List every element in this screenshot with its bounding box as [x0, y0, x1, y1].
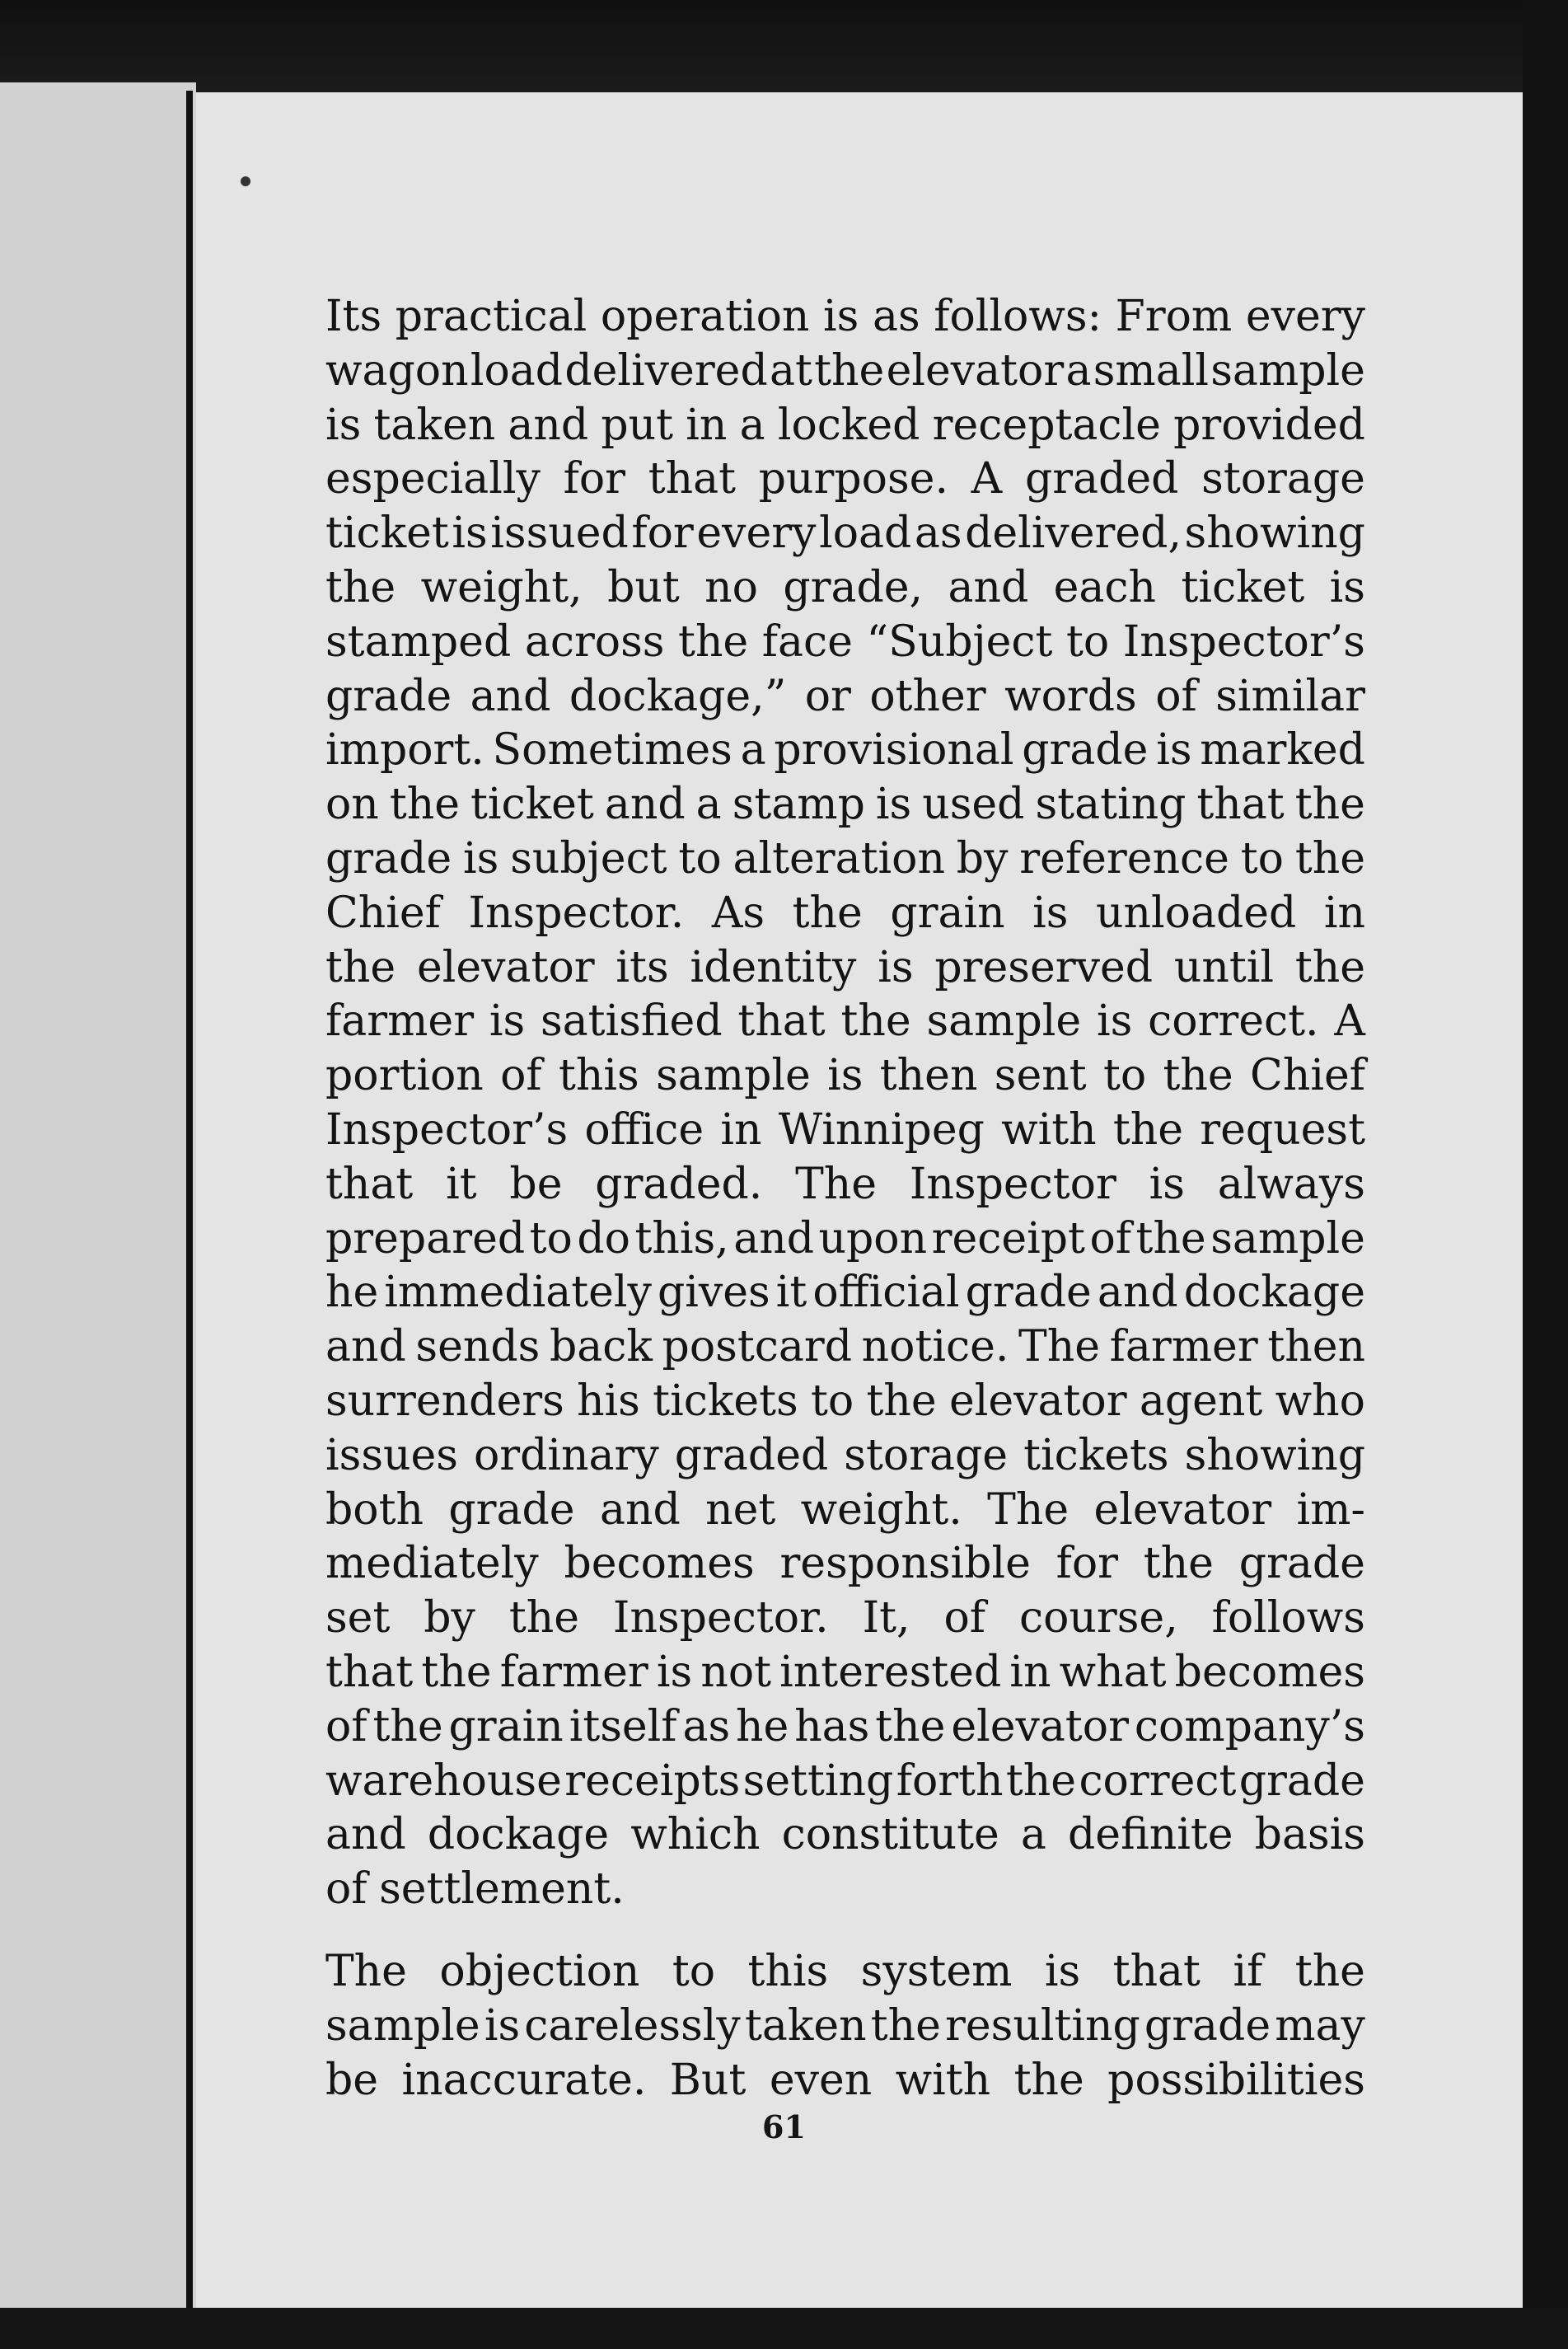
text-line: sample is carelessly taken the resulting grade may — [325, 2000, 1365, 2051]
scan-border-right — [1523, 0, 1568, 2349]
text-line: Inspector’s office in Winnipeg with the request — [325, 1104, 1365, 1155]
text-line: set by the Inspector. It, of course, follows — [325, 1593, 1365, 1643]
text-line: prepared to do this, and upon receipt of the sample — [325, 1213, 1365, 1264]
text-line: especially for that purpose. A graded storage — [325, 454, 1365, 504]
text-line: grade and dockage,” or other words of similar — [325, 671, 1365, 721]
paragraph — [325, 290, 1365, 1917]
text-line: and dockage which constitute a definite basis — [325, 1810, 1365, 1860]
text-line: Its practical operation is as follows: From every — [325, 292, 1365, 341]
text-line: grade is subject to alteration by reference to the — [325, 833, 1365, 884]
text-line: stamped across the face “Subject to Inspector’s — [325, 617, 1365, 667]
text-line: that it be graded. The Inspector is always — [325, 1159, 1365, 1209]
paragraph-gap — [325, 1917, 1365, 1945]
text-line: be inaccurate. But even with the possibilities — [325, 2055, 1365, 2105]
page-gutter-rule — [186, 91, 193, 2316]
text-line: wagon load delivered at the elevator a small sample — [325, 345, 1365, 396]
text-line: surrenders his tickets to the elevator agent who — [325, 1376, 1365, 1426]
facing-page-margin — [0, 82, 196, 2349]
text-line: ticket is issued for every load as delivered, showing — [325, 509, 1365, 559]
text-line: warehouse receipts setting forth the correct grade — [325, 1756, 1365, 1806]
text-line: The objection to this system is that if the — [325, 1946, 1365, 1996]
text-line: mediately becomes responsible for the grade — [325, 1539, 1365, 1589]
body-text — [325, 290, 1365, 2108]
text-line: of settlement. — [325, 1864, 625, 1915]
text-line: he immediately gives it official grade and dockage — [325, 1268, 1365, 1318]
paragraph — [325, 1945, 1365, 2108]
text-line: import. Sometimes a provisional grade is marked — [325, 725, 1365, 776]
text-line: on the ticket and a stamp is used stating that the — [325, 780, 1365, 830]
page-number: 61 — [762, 2108, 806, 2145]
scan-border-top — [0, 0, 1568, 99]
text-line: that the farmer is not interested in what becomes — [325, 1647, 1365, 1697]
text-line: of the grain itself as he has the elevator company’s — [325, 1701, 1365, 1751]
text-line: farmer is satisfied that the sample is correct. A — [325, 996, 1365, 1047]
text-line: the elevator its identity is preserved until the — [325, 942, 1365, 992]
text-line: both grade and net weight. The elevator im- — [325, 1484, 1365, 1535]
margin-speck — [241, 176, 250, 186]
text-line: and sends back postcard notice. The farmer then — [325, 1322, 1365, 1372]
text-line: Chief Inspector. As the grain is unloaded in — [325, 888, 1365, 938]
text-line: portion of this sample is then sent to the Chief — [325, 1051, 1365, 1101]
text-line: is taken and put in a locked receptacle provided — [325, 400, 1365, 450]
scan-border-bottom — [0, 2308, 1568, 2349]
text-line: the weight, but no grade, and each ticket is — [325, 562, 1365, 612]
text-line: issues ordinary graded storage tickets showing — [325, 1430, 1365, 1480]
